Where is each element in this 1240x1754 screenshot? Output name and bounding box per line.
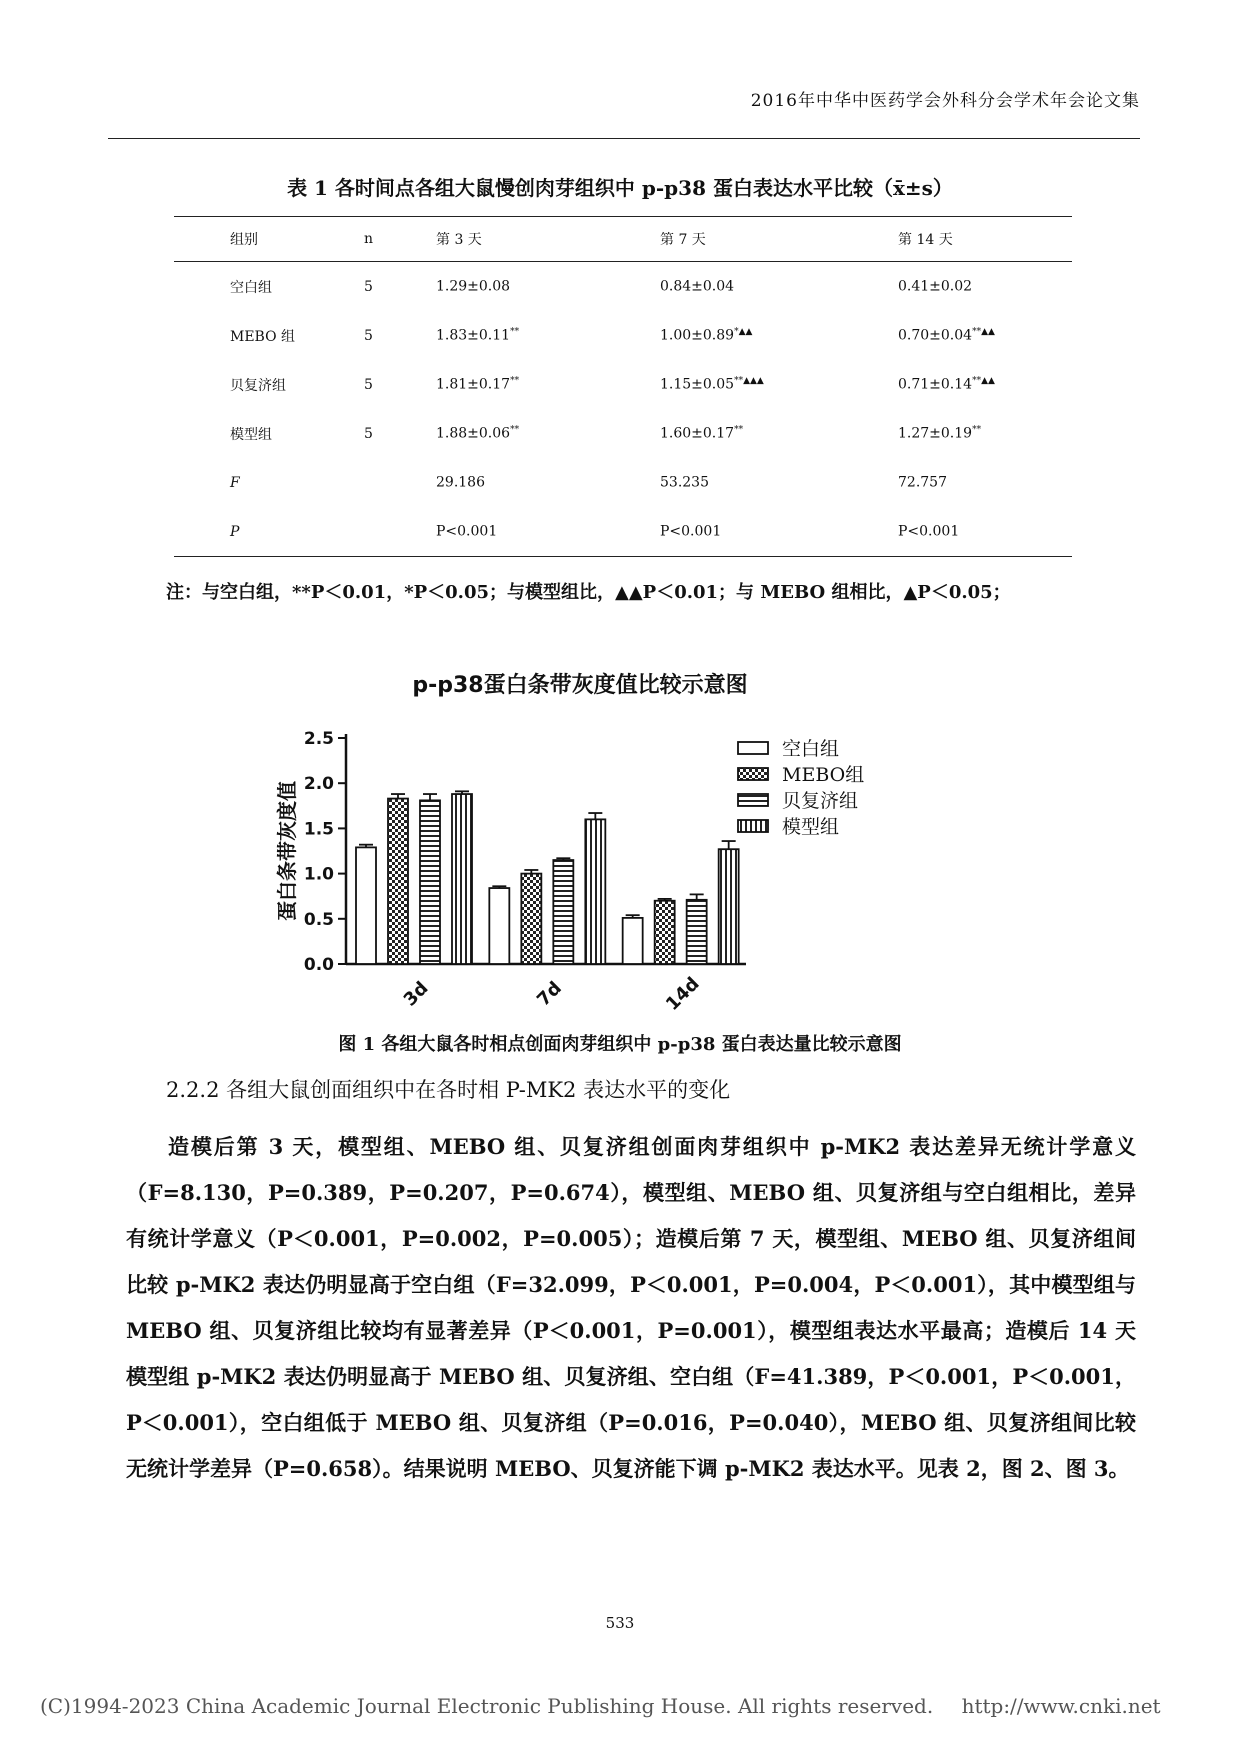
table-cell-d3: 29.186 bbox=[436, 474, 485, 491]
table-row bbox=[174, 262, 1072, 312]
bar bbox=[356, 847, 376, 964]
y-tick-label: 0.5 bbox=[303, 909, 334, 930]
table-cell-d14: 0.70±0.04**▲▲ bbox=[898, 327, 995, 344]
running-header: 2016年中华中医药学会外科分会学术年会论文集 bbox=[750, 91, 1140, 111]
table-cell-d7: 0.84±0.04 bbox=[660, 278, 735, 295]
significance-mark: **▲▲▲ bbox=[734, 376, 764, 387]
table-cell-d14: P<0.001 bbox=[898, 523, 960, 540]
bar bbox=[623, 918, 643, 964]
chart-title: p-p38蛋白条带灰度值比较示意图 bbox=[412, 673, 748, 698]
legend-label: 空白组 bbox=[782, 738, 840, 760]
legend-label: MEBO组 bbox=[782, 764, 865, 786]
table-cell-d3: 1.81±0.17** bbox=[436, 376, 520, 393]
legend-label: 模型组 bbox=[782, 816, 840, 838]
table-cell-d7: 1.15±0.05**▲▲▲ bbox=[660, 376, 764, 393]
table-cell-group: 模型组 bbox=[230, 426, 272, 443]
table-cell-d7: 1.60±0.17** bbox=[660, 425, 744, 442]
table-cell-d7: 1.00±0.89*▲▲ bbox=[660, 327, 753, 344]
legend-swatch bbox=[738, 742, 768, 754]
col-header-day14: 第 14 天 bbox=[898, 232, 953, 248]
table-cell-d7: P<0.001 bbox=[660, 523, 722, 540]
bar-chart bbox=[230, 700, 930, 1020]
significance-mark: **▲▲ bbox=[972, 327, 995, 338]
y-tick-label: 1.0 bbox=[303, 864, 334, 885]
bar bbox=[388, 799, 408, 964]
bar bbox=[489, 888, 509, 964]
page-number: 533 bbox=[605, 1614, 635, 1632]
bar bbox=[420, 800, 440, 964]
bar bbox=[553, 860, 573, 964]
table-row bbox=[174, 360, 1072, 409]
table-cell-d3: 1.88±0.06** bbox=[436, 425, 520, 442]
x-tick-label: 14d bbox=[661, 973, 704, 1015]
section-heading: 2.2.2 各组大鼠创面组织中在各时相 P-MK2 表达水平的变化 bbox=[166, 1078, 731, 1102]
table-cell-d14: 0.41±0.02 bbox=[898, 278, 973, 295]
table-cell-group: F bbox=[230, 474, 240, 491]
table-cell-n bbox=[364, 507, 436, 557]
table-cell-d14: 0.71±0.14**▲▲ bbox=[898, 376, 995, 393]
table-cell-d7: 53.235 bbox=[660, 474, 709, 491]
significance-mark: ** bbox=[734, 425, 744, 436]
col-header-group: 组别 bbox=[230, 232, 258, 248]
significance-mark: ** bbox=[510, 425, 520, 436]
header-divider bbox=[108, 138, 1140, 139]
y-axis-label: 蛋白条带灰度值 bbox=[275, 781, 299, 921]
table-cell-group: 贝复济组 bbox=[230, 377, 286, 394]
results-table bbox=[174, 216, 1072, 557]
bar bbox=[521, 874, 541, 964]
table-cell-n: 5 bbox=[364, 278, 373, 295]
y-tick-label: 2.0 bbox=[303, 774, 334, 795]
significance-mark: ** bbox=[510, 327, 520, 338]
table-cell-group: P bbox=[230, 523, 240, 540]
bar bbox=[585, 819, 605, 964]
footer-link[interactable]: http://www.cnki.net bbox=[961, 1694, 1161, 1718]
table-cell-d14: 72.757 bbox=[898, 474, 947, 491]
table-cell-n: 5 bbox=[364, 376, 373, 393]
table-note: 注：与空白组，**P＜0.01，*P＜0.05；与模型组比，▲▲P＜0.01；与 MEBO 组相比，▲P＜0.05； bbox=[166, 582, 1011, 603]
table-row bbox=[174, 311, 1072, 360]
x-tick-label: 7d bbox=[533, 977, 566, 1011]
significance-mark: ** bbox=[510, 376, 520, 387]
table-cell-n: 5 bbox=[364, 327, 373, 344]
footer bbox=[40, 1694, 1220, 1718]
col-header-day3: 第 3 天 bbox=[436, 232, 482, 248]
bar bbox=[655, 901, 675, 964]
table-cell-d14: 1.27±0.19** bbox=[898, 425, 982, 442]
body-paragraph: 造模后第 3 天，模型组、MEBO 组、贝复济组创面肉芽组织中 p-MK2 表达差异无统计学意义（F=8.130，P=0.389，P=0.207，P=0.674），模型组、MEBO 组、贝复济组与空白组相比，差异有统计学意义（P＜0.001，P=0.002，P=0.005）；造模后第 7 天，模型组、MEBO 组、贝复济组间比较 p-MK2 表达仍明显高于空白组（F=32.099，P＜0.001，P=0.004，P＜0.001），其中模型组与 MEBO 组、贝复济组比较均有显著差异（P＜0.001，P=0.001），模型组表达水平最高；造模后 14 天模型组 p-MK2 表达仍明显高于 MEBO 组、贝复济组、空白组（F=41.389，P＜0.001，P＜0.001，P＜0.001），空白组低于 MEBO 组、贝复济组（P=0.016，P=0.040），MEBO 组、贝复济组间比较无统计学差异（P=0.658）。结果说明 MEBO、贝复济能下调 p-MK2 表达水平。见表 2，图 2、图 3。 bbox=[126, 1134, 1136, 1481]
table-cell-group: MEBO 组 bbox=[230, 328, 296, 345]
table-row bbox=[174, 409, 1072, 458]
significance-mark: *▲▲ bbox=[734, 327, 753, 338]
table-row bbox=[174, 458, 1072, 507]
col-header-day7: 第 7 天 bbox=[660, 232, 706, 248]
bar bbox=[719, 849, 739, 964]
x-tick-label: 3d bbox=[399, 977, 433, 1011]
legend-swatch bbox=[738, 768, 768, 780]
table-cell-group: 空白组 bbox=[230, 279, 272, 296]
table-cell-n: 5 bbox=[364, 425, 373, 442]
table-caption: 表 1 各时间点各组大鼠慢创肉芽组织中 p-p38 蛋白表达水平比较（x̄±s） bbox=[287, 176, 953, 200]
table-cell-d3: 1.29±0.08 bbox=[436, 278, 511, 295]
table-row bbox=[174, 507, 1072, 557]
legend-label: 贝复济组 bbox=[782, 790, 859, 812]
y-tick-label: 2.5 bbox=[303, 729, 334, 749]
significance-mark: **▲▲ bbox=[972, 376, 995, 387]
legend-swatch bbox=[738, 794, 768, 806]
table-header-row bbox=[174, 217, 1072, 262]
copyright-text: (C)1994-2023 China Academic Journal Electronic Publishing House. All rights reserved. bbox=[40, 1694, 934, 1718]
significance-mark: ** bbox=[972, 425, 982, 436]
y-tick-label: 0.0 bbox=[303, 955, 334, 975]
col-header-n: n bbox=[364, 231, 374, 247]
table-cell-n bbox=[364, 458, 436, 507]
table-cell-d3: 1.83±0.11** bbox=[436, 327, 520, 344]
figure-caption: 图 1 各组大鼠各时相点创面肉芽组织中 p-p38 蛋白表达量比较示意图 bbox=[338, 1034, 902, 1055]
table-cell-d3: P<0.001 bbox=[436, 523, 498, 540]
legend-swatch bbox=[738, 820, 768, 832]
bar bbox=[687, 900, 707, 964]
bar bbox=[452, 794, 472, 964]
y-tick-label: 1.5 bbox=[303, 819, 334, 840]
